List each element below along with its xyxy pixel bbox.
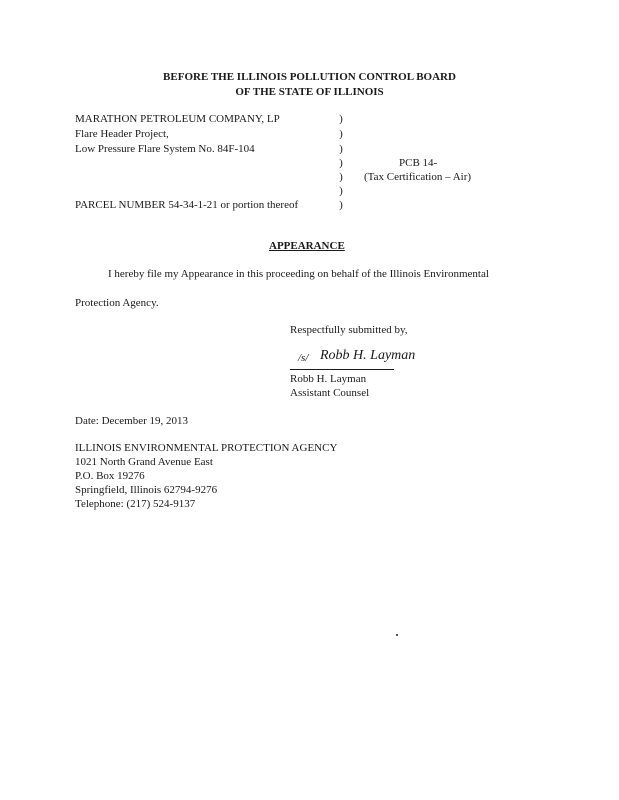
agency-name: ILLINOIS ENVIRONMENTAL PROTECTION AGENCY — [75, 442, 338, 454]
stray-dot-mark — [396, 634, 398, 636]
agency-po-box: P.O. Box 19276 — [75, 470, 145, 482]
date-line: Date: December 19, 2013 — [75, 415, 189, 427]
signature-block — [290, 346, 416, 370]
signature-prefix: /s/ — [298, 352, 309, 364]
caption-paren-4: ) — [339, 157, 343, 169]
case-type: (Tax Certification – Air) — [364, 171, 472, 183]
agency-phone: Telephone: (217) 524-9137 — [75, 498, 196, 510]
document-title: APPEARANCE — [269, 240, 345, 252]
body-line-2: Protection Agency. — [75, 297, 159, 309]
signer-title: Assistant Counsel — [290, 387, 370, 399]
caption-paren-6: ) — [339, 185, 343, 197]
signer-name: Robb H. Layman — [290, 373, 367, 385]
party-line-1: MARATHON PETROLEUM COMPANY, LP — [75, 113, 280, 125]
header-line-2: OF THE STATE OF ILLINOIS — [235, 86, 384, 98]
caption-paren-5: ) — [339, 171, 343, 183]
caption-paren-7: ) — [339, 199, 343, 211]
party-line-2: Flare Header Project, — [75, 128, 169, 140]
agency-city: Springfield, Illinois 62794-9276 — [75, 484, 218, 496]
caption-paren-1: ) — [339, 113, 343, 125]
signature-script: Robb H. Layman — [320, 348, 416, 363]
case-number: PCB 14- — [399, 157, 438, 169]
party-line-3: Low Pressure Flare System No. 84F-104 — [75, 143, 255, 155]
agency-street: 1021 North Grand Avenue East — [75, 456, 213, 468]
signature-line — [290, 369, 394, 370]
caption-paren-2: ) — [339, 128, 343, 140]
header-line-1: BEFORE THE ILLINOIS POLLUTION CONTROL BOARD — [163, 71, 456, 83]
caption-paren-3: ) — [339, 143, 343, 155]
parcel-line: PARCEL NUMBER 54-34-1-21 or portion thereof — [75, 199, 299, 211]
closing-text: Respectfully submitted by, — [290, 324, 408, 336]
body-line-1: I hereby file my Appearance in this proceeding on behalf of the Illinois Environmental — [108, 268, 489, 280]
